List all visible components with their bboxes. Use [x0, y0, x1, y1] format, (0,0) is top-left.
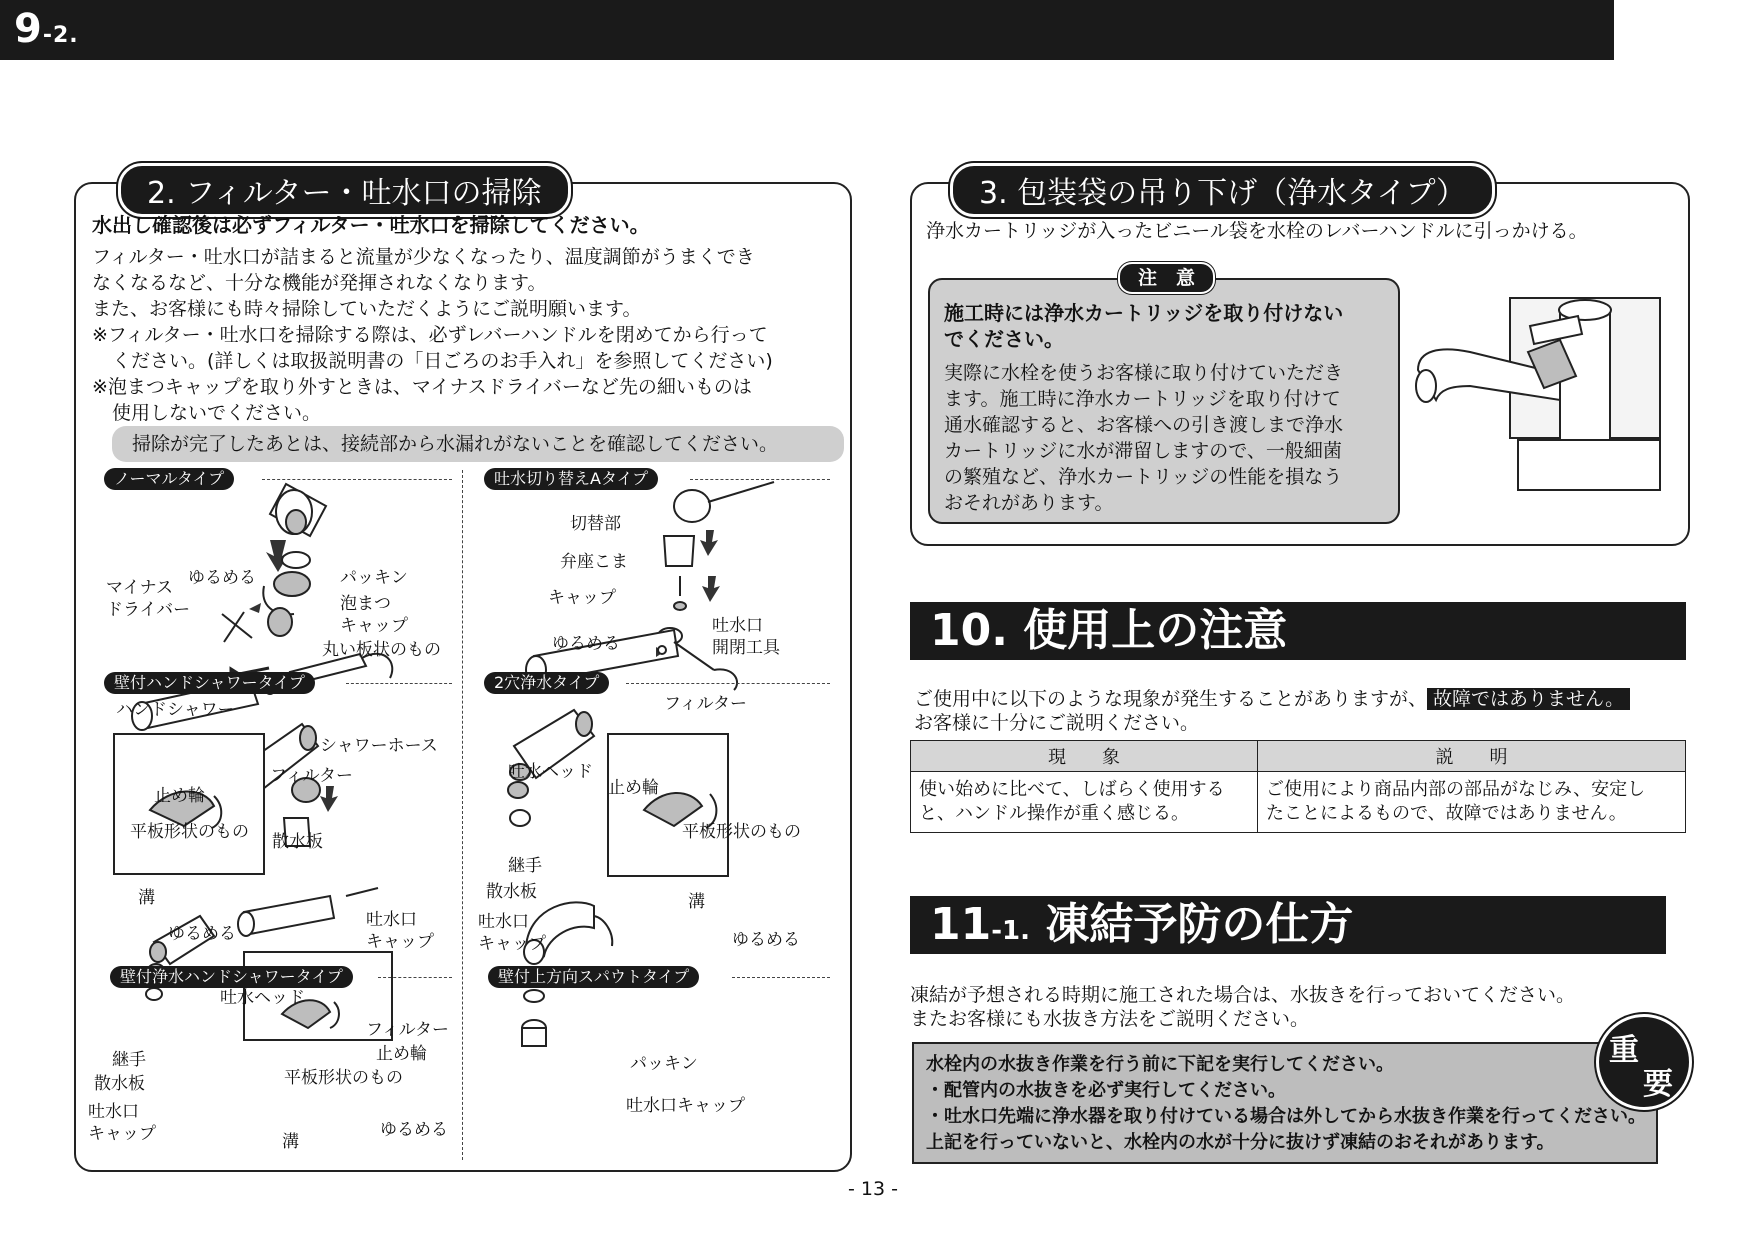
cell-symptom: 使い始めに比べて、しばらく使用する と、ハンドル操作が重く感じる。	[911, 772, 1258, 833]
label-diffuser-wp: 散水板	[94, 1074, 145, 1094]
tag-two-hole: 2穴浄水タイプ	[484, 672, 609, 694]
label-head-2h: 吐水ヘッド	[508, 762, 593, 782]
label-minus: マイナス	[106, 578, 173, 598]
label-ring-wh: 止め輪	[154, 786, 205, 806]
filter-note2-line2: 使用しないでください。	[112, 402, 322, 424]
caution-bold-line2: でください。	[944, 327, 1064, 351]
label-flat-2h: 平板形状のもの	[682, 822, 801, 842]
symptom-table	[910, 740, 1686, 833]
freeze-line2: またお客様にも水抜き方法をご説明ください。	[910, 1008, 1310, 1030]
cell-explanation: ご使用により商品内部の部品がなじみ、安定し たことによるもので、故障ではありません。	[1258, 772, 1686, 833]
tag-switch-a: 吐水切り替えAタイプ	[484, 468, 658, 490]
wall-purify-illustration	[146, 888, 392, 1040]
label-spout-switch: 吐水口	[712, 616, 763, 636]
important-line2: ・配管内の水抜きを必ず実行してください。	[926, 1080, 1286, 1101]
dash-wall-purify	[378, 977, 452, 978]
label-filter-wp: フィルター	[366, 1020, 449, 1040]
tag-normal-type: ノーマルタイプ	[104, 468, 234, 490]
section-number: 9-2.	[14, 6, 79, 52]
label-joint-2h: 継手	[508, 856, 542, 876]
label-round-plate: 丸い板状のもの	[322, 640, 441, 660]
filter-para1-line1: フィルター・吐水口が詰まると流量が少なくなったり、温度調節がうまくでき	[92, 246, 755, 268]
dash-wall-hand	[346, 683, 452, 684]
usage-notes-header: 10. 使用上の注意	[910, 602, 1686, 660]
faucet-bag-illustration	[1410, 290, 1680, 510]
tag-wall-up: 壁付上方向スパウトタイプ	[488, 966, 699, 988]
freeze-line1: 凍結が予想される時期に施工された場合は、水抜きを行っておいてください。	[910, 984, 1576, 1006]
caution-body-5: の繁殖など、浄水カートリッジの性能を損なう	[944, 466, 1343, 488]
header-explanation: 説 明	[1258, 741, 1686, 772]
label-loosen-2h: ゆるめる	[732, 930, 800, 950]
section-header-bar	[0, 0, 1614, 60]
label-driver: ドライバー	[106, 600, 191, 620]
caution-body-4: カートリッジに水が滞留しますので、一般細菌	[944, 440, 1342, 462]
filter-para2: また、お客様にも時々掃除していただくようにご説明願います。	[92, 298, 642, 320]
important-line3: ・吐水口先端に浄水器を取り付けている場合は外してから水抜き作業を行ってください。	[926, 1106, 1646, 1127]
freeze-prevention-header: 11-1. 凍結予防の仕方	[910, 896, 1666, 954]
label-switch-part: 切替部	[570, 514, 621, 534]
label-filter-2h: フィルター	[664, 694, 747, 714]
label-loosen-wh: ゆるめる	[168, 924, 236, 944]
normal-type-illustration	[222, 484, 326, 642]
label-diffuser-2h: 散水板	[486, 882, 537, 902]
bag-instruction: 浄水カートリッジが入ったビニール袋を水栓のレバーハンドルに引っかける。	[926, 220, 1588, 242]
label-packing-up: パッキン	[630, 1054, 698, 1074]
label-loosen-switch: ゆるめる	[552, 634, 620, 654]
label-ring-2h: 止め輪	[608, 778, 659, 798]
label-spout-wh: 吐水口	[366, 910, 417, 930]
label-cap-wh: キャップ	[366, 932, 434, 952]
filter-lead: 水出し確認後は必ずフィルター・吐水口を掃除してください。	[92, 213, 650, 237]
bag-hanging-title: 3. 包装袋の吊り下げ（浄水タイプ）	[950, 163, 1495, 217]
important-badge: 重 要	[1596, 1014, 1692, 1110]
label-flat-wh: 平板形状のもの	[130, 822, 249, 842]
page-number: - 13 -	[848, 1178, 898, 1200]
header-symptom: 現 象	[911, 741, 1258, 772]
label-groove-2h: 溝	[688, 892, 705, 912]
label-spout-2h: 吐水口	[478, 912, 529, 932]
label-loosen-normal: ゆるめる	[188, 568, 256, 588]
dash-switch-a	[690, 479, 830, 480]
label-spout-wp: 吐水口	[88, 1102, 139, 1122]
caution-bold-line1: 施工時には浄水カートリッジを取り付けない	[944, 301, 1344, 325]
label-cap-switch: キャップ	[548, 588, 616, 608]
label-hand-shower: ハンドシャワー	[116, 700, 235, 720]
filter-note2-line1: ※泡まつキャップを取り外すときは、マイナスドライバーなど先の細いものは	[92, 376, 752, 398]
label-packing-normal: パッキン	[340, 568, 408, 588]
filter-cleaning-title: 2. フィルター・吐水口の掃除	[118, 163, 571, 217]
important-line4: 上記を行っていないと、水栓内の水が十分に抜けず凍結のおそれがあります。	[926, 1132, 1555, 1153]
label-cap-normal: キャップ	[340, 616, 408, 636]
caution-body-2: ます。施工時に浄水カートリッジを取り付けて	[944, 388, 1341, 410]
usage-intro-line1: ご使用中に以下のような現象が発生することがありますが、 故障ではありません。	[914, 686, 1630, 712]
not-a-fault-highlight: 故障ではありません。	[1427, 688, 1630, 710]
caution-body-3: 通水確認すると、お客様への引き渡しまで浄水	[944, 414, 1344, 436]
usage-intro-line2: お客様に十分にご説明ください。	[914, 712, 1200, 734]
label-valve-seat: 弁座こま	[560, 552, 628, 572]
filter-note1-line1: ※フィルター・吐水口を掃除する際は、必ずレバーハンドルを閉めてから行って	[92, 324, 768, 346]
label-flat-wp: 平板形状のもの	[284, 1068, 403, 1088]
confirm-bar: 掃除が完了したあとは、接続部から水漏れがないことを確認してください。	[112, 426, 844, 462]
label-ring-wp: 止め輪	[376, 1044, 427, 1064]
caution-body-6: おそれがあります。	[944, 492, 1114, 514]
label-diffuser-wh: 散水板	[272, 832, 323, 852]
label-joint-wp: 継手	[112, 1050, 146, 1070]
label-cap-2h: キャップ	[478, 934, 546, 954]
label-cap-wp: キャップ	[88, 1124, 156, 1144]
label-loosen-wp: ゆるめる	[380, 1120, 448, 1140]
tag-wall-hand: 壁付ハンドシャワータイプ	[104, 672, 315, 694]
dash-two-hole	[626, 683, 830, 684]
filter-note1-line2: ください。(詳しくは取扱説明書の「日ごろのお手入れ」を参照してください)	[112, 350, 773, 372]
tag-wall-purify: 壁付浄水ハンドシャワータイプ	[110, 966, 353, 988]
important-line1: 水栓内の水抜き作業を行う前に下記を実行してください。	[926, 1054, 1394, 1075]
label-head-wp: 吐水ヘッド	[220, 988, 305, 1008]
caution-label: 注 意	[1118, 262, 1215, 294]
filter-para1-line2: なくなるなど、十分な機能が発揮されなくなります。	[92, 272, 547, 294]
label-shower-hose: シャワーホース	[320, 736, 438, 756]
caution-body-1: 実際に水栓を使うお客様に取り付けていただき	[944, 362, 1344, 384]
label-groove-wp: 溝	[282, 1132, 299, 1152]
label-filter-wh: フィルター	[270, 766, 353, 786]
label-groove-wh: 溝	[138, 888, 155, 908]
dash-normal	[262, 479, 452, 480]
label-cap-up: 吐水口キャップ	[626, 1096, 745, 1116]
label-tool: 開閉工具	[712, 638, 780, 658]
dash-wall-up	[732, 977, 830, 978]
label-foam: 泡まつ	[340, 594, 391, 614]
